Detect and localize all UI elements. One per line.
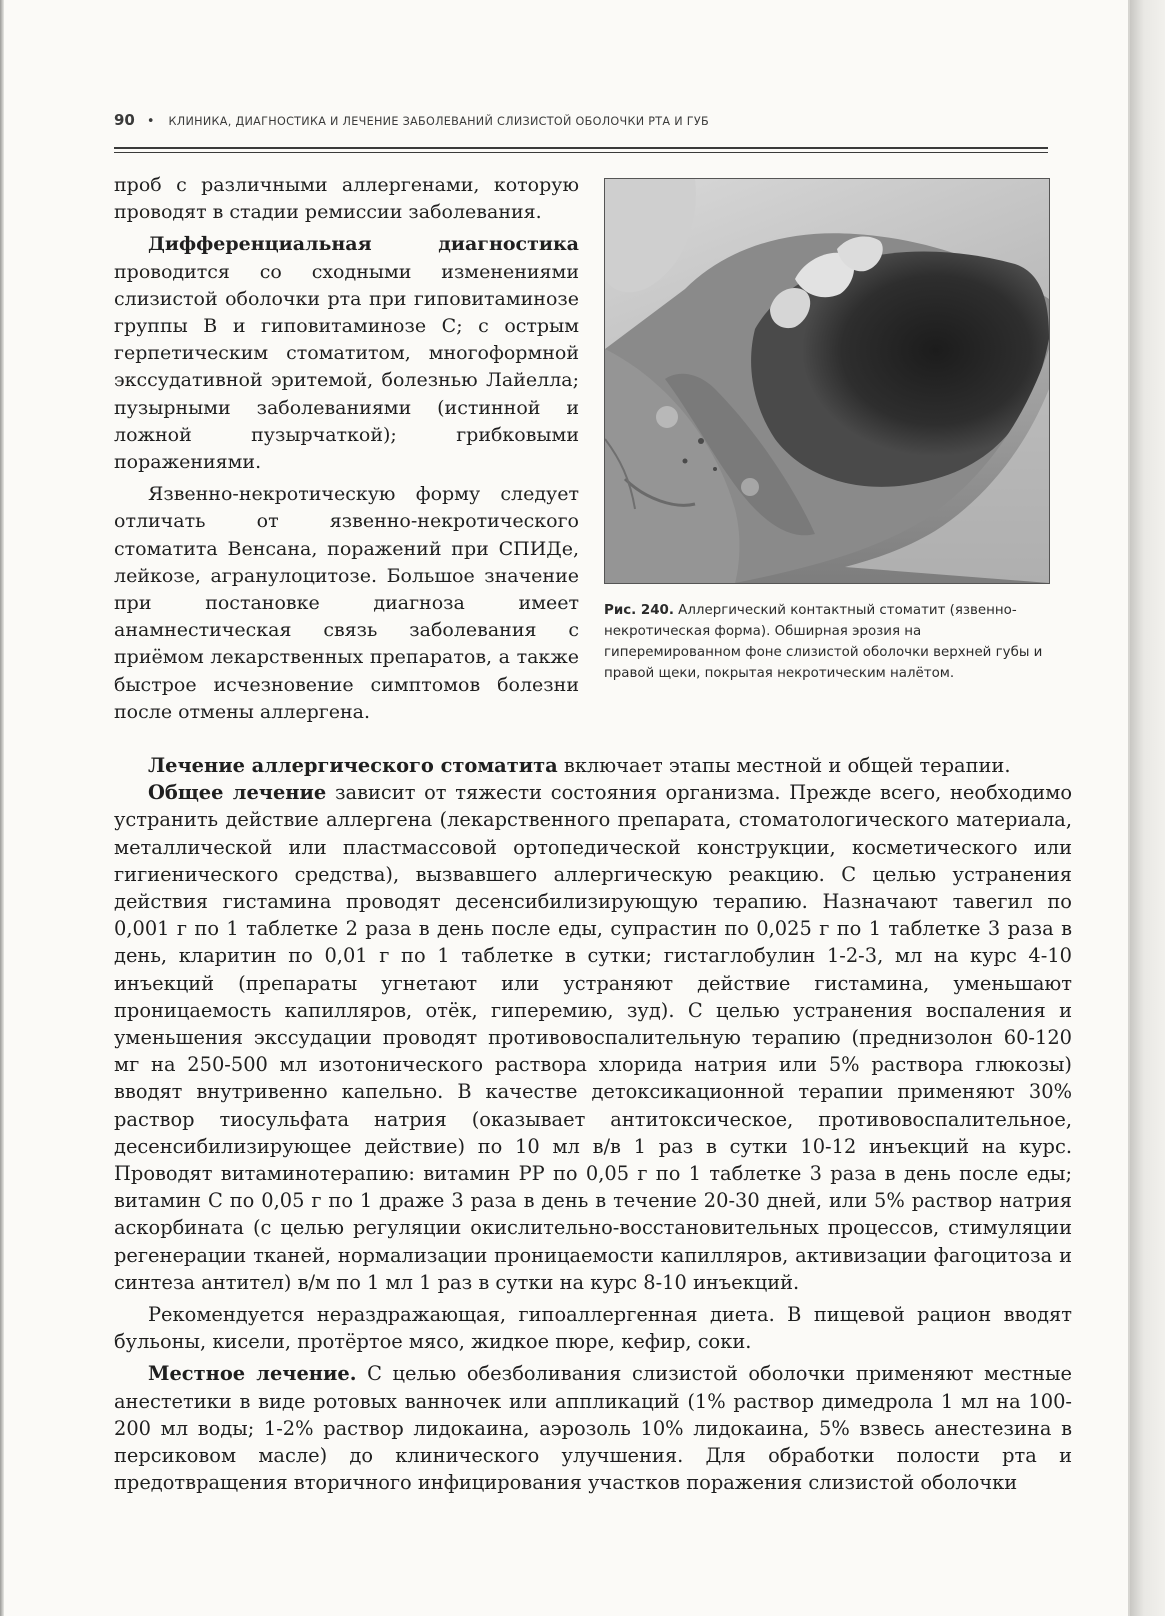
figure-caption	[604, 600, 1050, 684]
paragraph-7-text: С целью обезболивания слизистой оболочки применяют местные анестетики в виде ротовых ванночек или аппликаций (1% раствор димедрола 1 мл на 100-200 мл воды; 1-2% раствор лидокаина, аэрозоль 10% лидокаина, 5% взвесь анестезина в персиковом масле) до клинического улучшения. Для обработки полости рта и предотвращения вторичного инфицирования участков поражения слизистой оболочки	[114, 1362, 1072, 1495]
main-text	[114, 752, 1072, 1496]
figure-label: Рис. 240.	[604, 603, 674, 618]
left-column	[114, 172, 579, 726]
clinical-photo	[604, 178, 1050, 584]
clinical-photo-image	[605, 179, 1049, 583]
term-local-treatment: Местное лечение.	[148, 1362, 357, 1386]
paragraph-7	[114, 1360, 1072, 1496]
figure-caption-text: Аллергический контактный стоматит (язвенно-некротическая форма). Обширная эрозия на гиперемированном фоне слизистой оболочки верхней губы и правой щеки, покрытая некротическим налётом.	[604, 603, 1043, 681]
page-number: 90	[114, 111, 135, 129]
header-rule	[114, 147, 1048, 149]
paragraph-5	[114, 779, 1072, 1296]
header-title: КЛИНИКА, ДИАГНОСТИКА И ЛЕЧЕНИЕ ЗАБОЛЕВАНИЙ СЛИЗИСТОЙ ОБОЛОЧКИ РТА И ГУБ	[168, 115, 709, 128]
term-differential-diagnosis: Дифференциальная диагностика	[148, 233, 579, 256]
paragraph-2	[114, 231, 579, 476]
paragraph-4	[114, 752, 1072, 779]
term-treatment: Лечение аллергического стоматита	[148, 754, 558, 777]
header-rule-thin	[114, 152, 1048, 153]
running-header	[114, 110, 1048, 129]
header-separator: •	[146, 114, 155, 129]
paragraph-1: проб с различными аллергенами, которую проводят в стадии ремиссии заболевания.	[114, 174, 579, 224]
paragraph-6: Рекомендуется нераздражающая, гипоаллергенная диета. В пищевой рацион вводят бульоны, кисели, протёртое мясо, жидкое пюре, кефир, соки.	[114, 1303, 1072, 1354]
paragraph-2-text: проводится со сходными изменениями слизистой оболочки рта при гиповитаминозе группы B и гиповитаминозе C; с острым герпетическим стоматитом, многоформной экссудативной эритемой, болезнью Лайелла; пузырными заболеваниями (истинной и ложной пузырчаткой); грибковыми поражениями.	[114, 260, 579, 474]
page-spine-shadow	[0, 0, 4, 1616]
paragraph-3: Язвенно-некротическую форму следует отличать от язвенно-некротического стоматита Венсана, поражений при СПИДе, лейкозе, агранулоцитозе. Большое значение при постановке диагноза имеет анамнестическая связь заболевания с приёмом лекарственных препаратов, а также быстрое исчезновение симптомов болезни после отмены аллергена.	[114, 483, 579, 723]
paragraph-5-text: зависит от тяжести состояния организма. Прежде всего, необходимо устранить действие аллергена (лекарственного препарата, стоматологического материала, металлической или пластмассовой ортопедической конструкции, косметического или гигиенического средства), вызвавшего аллергическую реакцию. С целью устранения действия гистамина проводят десенсибилизирующую терапию. Назначают тавегил по 0,001 г по 1 таблетке 2 раза в день после еды, супрастин по 0,025 г по 1 таблетке 3 раза в день, кларитин по 0,01 г по 1 таблетке в сутки; гистаглобулин 1-2-3, мл на курс 4-10 инъекций (препараты угнетают или устраняют действие гистамина, уменьшают проницаемость капилляров, отёк, гиперемию, зуд). С целью устранения воспаления и уменьшения экссудации проводят противовоспалительную терапию (преднизолон 60-120 мг на 250-500 мл изотонического раствора хлорида натрия или 5% раствора глюкозы) вводят внутривенно капельно. В качестве детоксикационной терапии применяют 30% раствор тиосульфата натрия (оказывает антитоксическое, противовоспалительное, десенсибилизирующее действие) по 10 мл в/в 1 раз в сутки 10-12 инъекций на курс. Проводят витаминотерапию: витамин PP по 0,05 г по 1 таблетке 3 раза в день после еды; витамин С по 0,05 г по 1 драже 3 раза в день в течение 20-30 дней, или 5% раствор натрия аскорбината (с целью регуляции окислительно-восстановительных процессов, стимуляции регенерации тканей, нормализации проницаемости капилляров, активизации фагоцитоза и синтеза антител) в/м по 1 мл 1 раз в сутки на курс 8-10 инъекций.	[114, 781, 1072, 1294]
term-general-treatment: Общее лечение	[148, 781, 327, 805]
paragraph-4-text: включает этапы местной и общей терапии.	[557, 754, 1011, 777]
book-page-edge	[1130, 0, 1165, 1616]
